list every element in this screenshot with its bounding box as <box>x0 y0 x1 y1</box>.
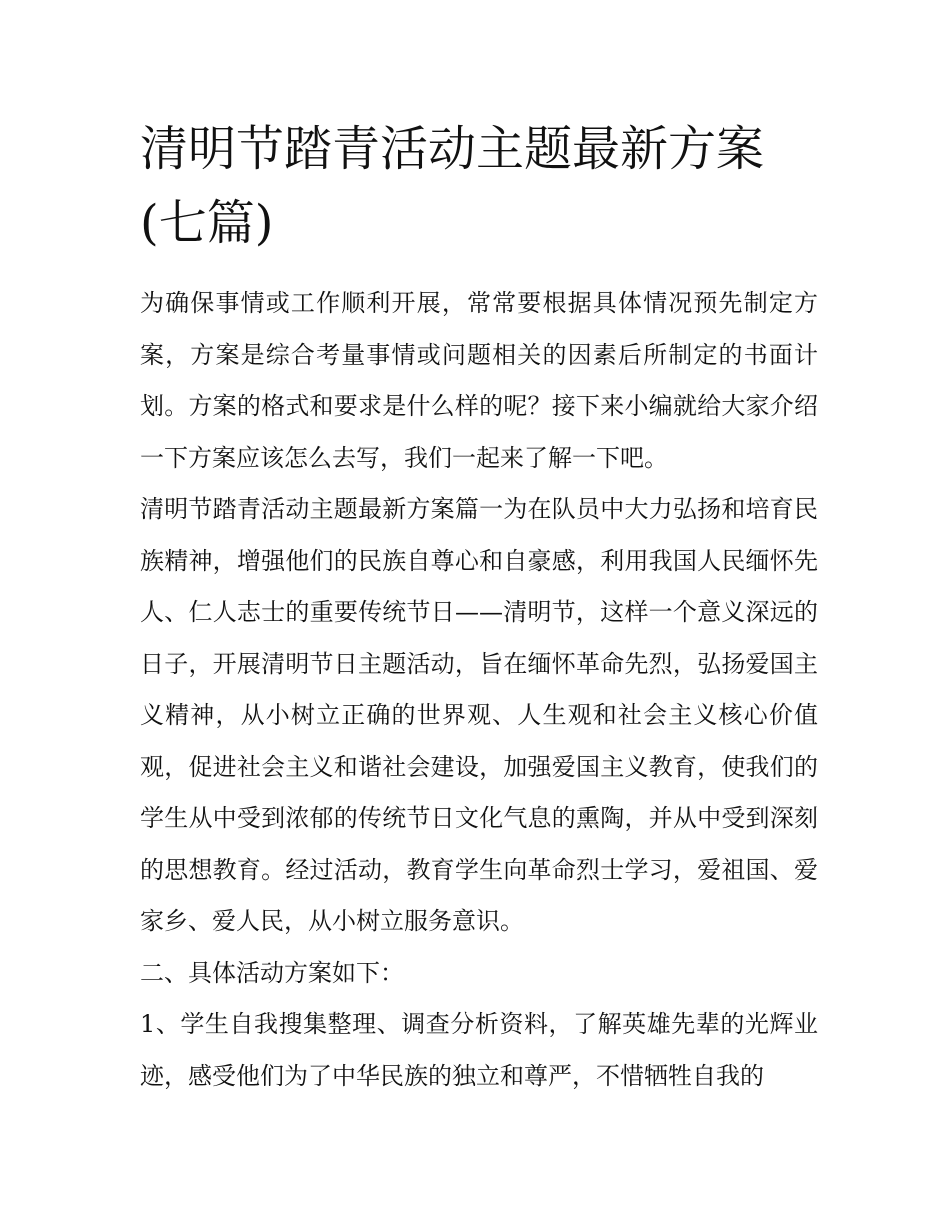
document-title: 清明节踏青活动主题最新方案(七篇) <box>140 121 765 251</box>
document-body <box>140 112 818 1102</box>
section-heading-paragraph: 二、具体活动方案如下： <box>140 958 404 987</box>
list-item-paragraph: 1、学生自我搜集整理、调查分析资料，了解英雄先辈的光辉业迹，感受他们为了中华民族的独立和尊严，不惜牺牲自我的 <box>140 1010 818 1090</box>
intro-paragraph: 为确保事情或工作顺利开展，常常要根据具体情况预先制定方案，方案是综合考量事情或问题相关的因素后所制定的书面计划。方案的格式和要求是什么样的呢？接下来小编就给大家介绍一下方案应该怎么去写，我们一起来了解一下吧。 <box>140 289 818 472</box>
chapter-one-paragraph: 清明节踏青活动主题最新方案篇一为在队员中大力弘扬和培育民族精神，增强他们的民族自尊心和自豪感，利用我国人民缅怀先人、仁人志士的重要传统节日——清明节，这样一个意义深远的日子，开展清明节日主题活动，旨在缅怀革命先烈，弘扬爱国主义精神，从小树立正确的世界观、人生观和社会主义核心价值观，促进社会主义和谐社会建设，加强爱国主义教育，使我们的学生从中受到浓郁的传统节日文化气息的熏陶，并从中受到深刻的思想教育。经过活动，教育学生向革命烈士学习，爱祖国、爱家乡、爱人民，从小树立服务意识。 <box>140 495 818 935</box>
